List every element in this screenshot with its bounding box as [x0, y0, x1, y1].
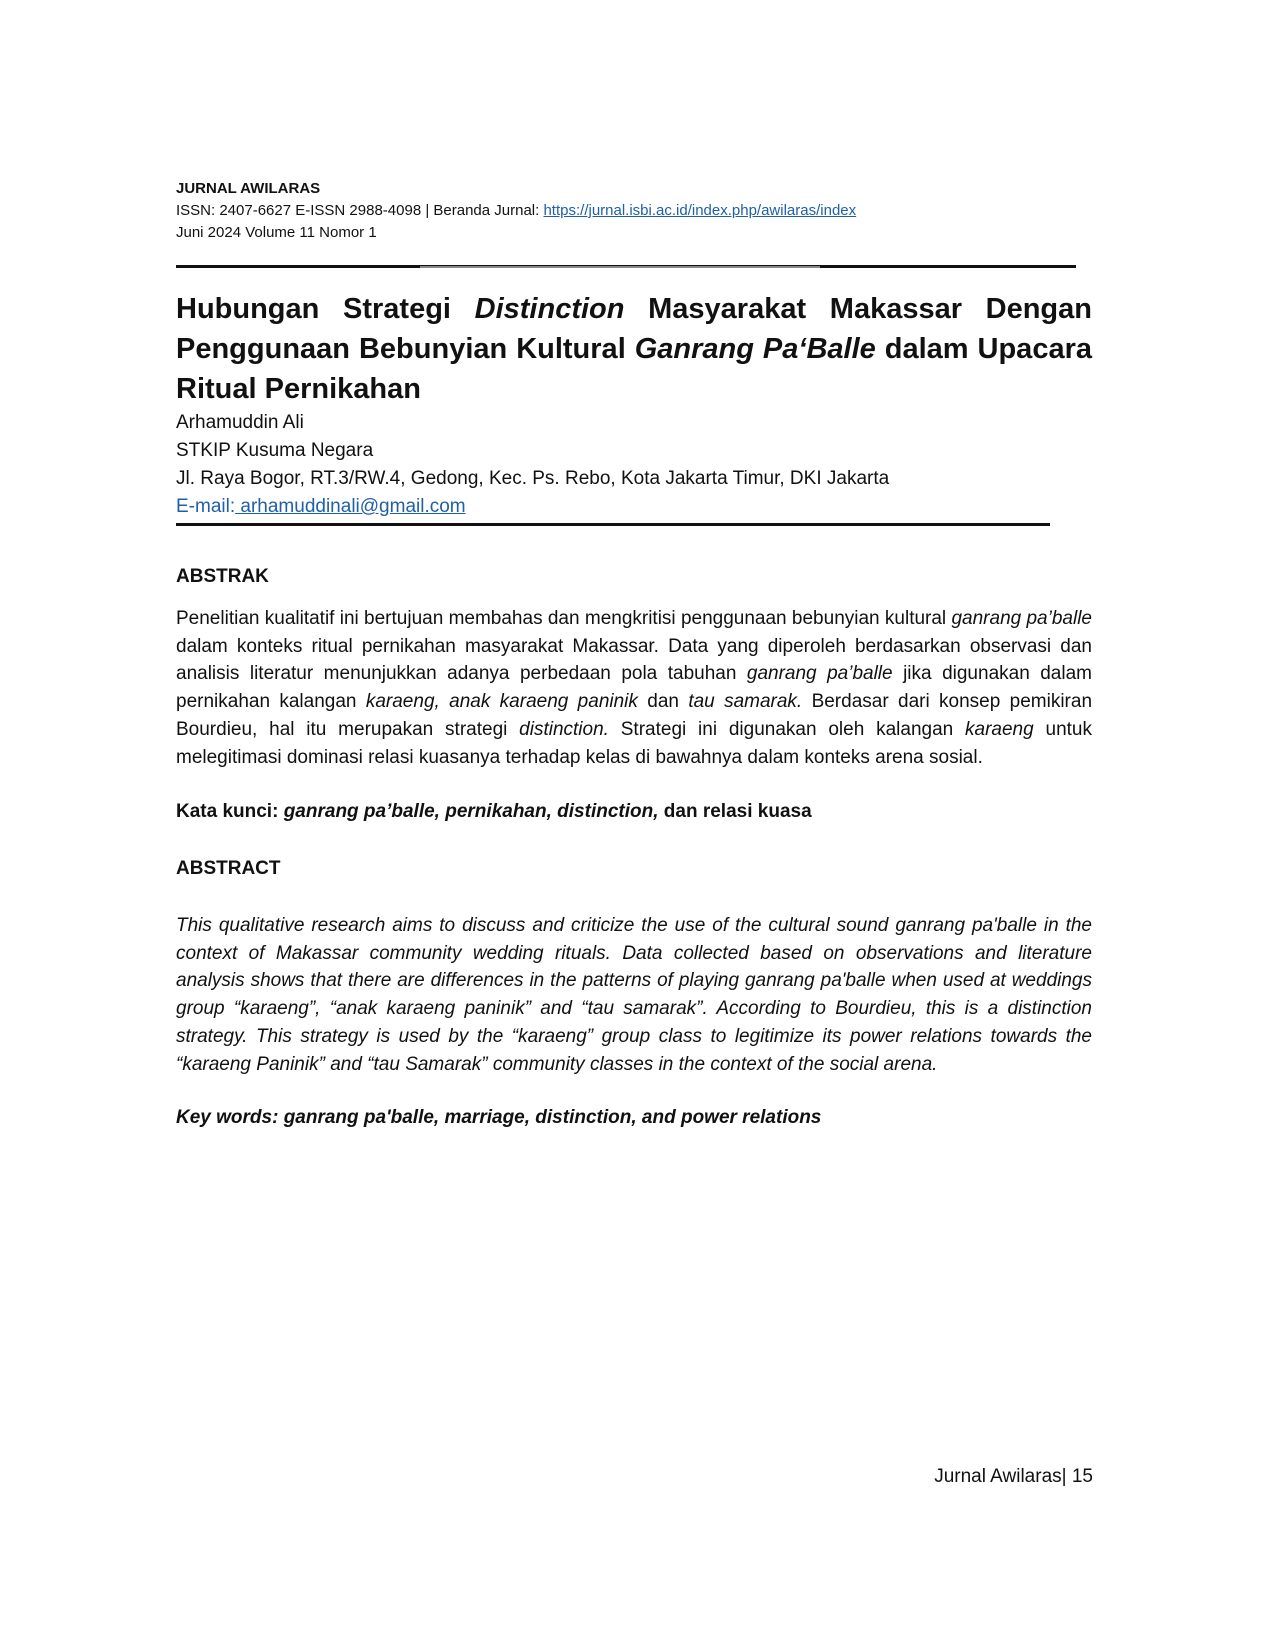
journal-name: JURNAL AWILARAS [176, 180, 321, 197]
title-italic-1: Distinction [474, 293, 625, 325]
abstrak-italic: ganrang pa’balle [951, 608, 1092, 629]
abstrak-text: Penelitian kualitatif ini bertujuan membahas dan mengkritisi penggunaan bebunyian kultural [176, 608, 952, 629]
abstrak-italic: karaeng [965, 718, 1034, 740]
article-title [176, 289, 1092, 409]
issn-line [176, 200, 856, 222]
abstrak-body [176, 605, 1092, 771]
author-institution: STKIP Kusuma Negara [176, 440, 374, 461]
title-italic-2: Ganrang Pa‘Balle [634, 333, 876, 365]
abstract-heading: ABSTRACT [176, 858, 281, 879]
abstract-body: This qualitative research aims to discuss and criticize the use of the cultural sound ganrang pa'balle in the context of Makassar community wedding rituals. Data collected based on observations and literature analysis shows that there are differences in the patterns of playing ganrang pa'balle when used at weddings group “karaeng”, “anak karaeng paninik” and “tau samarak”. According to Bourdieu, this is a distinction strategy. This strategy is used by the “karaeng” group class to legitimize its power relations towards the “karaeng Paninik” and “tau Samarak” community classes in the context of the social arena. [176, 915, 1092, 1075]
author-address: Jl. Raya Bogor, RT.3/RW.4, Gedong, Kec. Ps. Rebo, Kota Jakarta Timur, DKI Jakarta [176, 468, 890, 489]
title-part-2: Masyarakat Makassar Dengan Penggunaan Bebunyian Kultural [176, 293, 1092, 365]
email-label: E-mail: [176, 496, 236, 517]
abstrak-italic: karaeng, anak karaeng paninik [365, 691, 638, 713]
abstrak-text: Strategi ini digunakan oleh kalangan [608, 718, 966, 740]
issn-text: ISSN: 2407-6627 E-ISSN 2988-4098 | Beranda Jurnal: [176, 202, 544, 219]
kata-kunci-label: Kata kunci: [176, 801, 284, 822]
kata-kunci-tail: dan relasi kuasa [658, 801, 812, 822]
kata-kunci-terms: ganrang pa’balle, pernikahan, distinction, [283, 801, 659, 822]
journal-header [176, 178, 856, 244]
abstrak-italic: ganrang pa’balle [746, 663, 893, 685]
abstrak-text: Berdasar dari konsep pemikiran Bourdieu, hal itu merupakan strategi [176, 691, 1093, 740]
abstrak-text: untuk melegitimasi dominasi relasi kuasanya terhadap kelas di bawahnya dalam konteks arena sosial. [176, 718, 1092, 768]
author-divider [176, 523, 1050, 526]
key-words: Key words: ganrang pa'balle, marriage, distinction, and power relations [176, 1107, 822, 1128]
journal-homepage-link[interactable]: https://jurnal.isbi.ac.id/index.php/awilaras/index [543, 202, 857, 219]
author-name: Arhamuddin Ali [176, 412, 304, 433]
kata-kunci [176, 801, 812, 823]
abstrak-text: jika digunakan dalam pernikahan kalangan [176, 663, 1092, 713]
abstrak-heading: ABSTRAK [176, 566, 269, 587]
issue-info: Juni 2024 Volume 11 Nomor 1 [176, 224, 377, 241]
header-divider-shade [420, 266, 820, 268]
abstrak-italic: distinction. [519, 718, 609, 740]
abstrak-italic: tau samarak. [688, 691, 803, 713]
title-part-3: dalam Upacara Ritual Pernikahan [176, 333, 1092, 405]
abstrak-text: dalam konteks ritual pernikahan masyarakat Makassar. Data yang diperoleh berdasarkan observasi dan analisis literatur menunjukkan adanya perbedaan pola tabuhan [176, 635, 1092, 685]
author-email-link[interactable]: arhamuddinali@gmail.com [235, 496, 466, 517]
author-email-line [176, 493, 889, 521]
title-part-1: Hubungan Strategi [176, 293, 475, 325]
abstrak-text: dan [637, 691, 689, 713]
author-block [176, 409, 889, 521]
page-footer: Jurnal Awilaras| 15 [934, 1466, 1093, 1487]
